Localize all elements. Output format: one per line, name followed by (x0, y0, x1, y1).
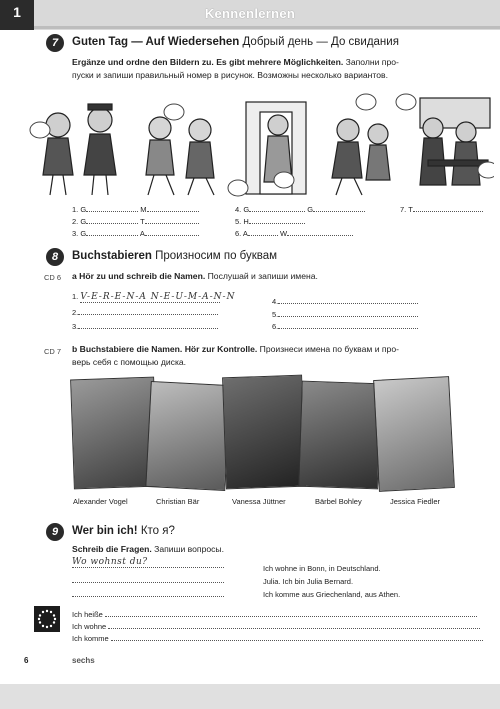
self-line-2: Ich wohne (72, 620, 480, 631)
photo-alexander-vogel (70, 377, 158, 490)
photo-vanessa-juettner (222, 375, 306, 490)
exercise-7-title-de: Guten Tag — Auf Wiedersehen (72, 36, 240, 48)
page-number: 6 (24, 656, 29, 665)
question-blank-3[interactable] (72, 588, 224, 597)
blank[interactable] (413, 203, 483, 212)
exercise-8-title-de: Buchstabieren (72, 250, 152, 262)
ex8a-item-2: 2. (72, 306, 218, 317)
blank[interactable] (111, 632, 483, 641)
example-spelling: V-E-R-E-N-A N-E-U-M-A-N-N (80, 292, 236, 302)
exercise-9-instructions: Schreib die Fragen. Запиши вопросы. (72, 544, 224, 554)
blank[interactable] (105, 608, 477, 617)
ex7-item-4: 4. G G (235, 203, 365, 214)
ex8a-item-6: 6. (272, 320, 418, 331)
name-caption-2: Christian Bär (156, 497, 200, 506)
ex7-item-3: 3. G A (72, 227, 199, 238)
blank[interactable] (313, 203, 365, 212)
lesson-title: Kennenlernen (204, 6, 296, 21)
photo-christian-baer (145, 381, 230, 491)
self-line-3: Ich komme (72, 632, 483, 643)
blank[interactable] (278, 308, 418, 317)
blank[interactable] (248, 227, 278, 236)
exercise-8b-instructions: b Buchstabiere die Namen. Hör zur Kontrolle. Произнеси имена по буквам и про- верь себя с помощью диска. (72, 344, 399, 367)
answer-2: Julia. Ich bin Julia Bernard. (263, 577, 354, 586)
eu-stars-icon (34, 606, 60, 632)
ex7-item-7: 7. T (400, 203, 483, 214)
blank[interactable] (86, 203, 138, 212)
answer-1: Ich wohne in Bonn, in Deutschland. (263, 564, 381, 573)
answer-3: Ich komme aus Griechenland, aus Athen. (263, 590, 401, 599)
footer-band (0, 684, 500, 709)
blank[interactable] (86, 227, 138, 236)
name-caption-5: Jessica Fiedler (390, 497, 441, 506)
blank[interactable] (147, 203, 199, 212)
exercise-9-title-de: Wer bin ich! (72, 525, 138, 537)
exercise-7-instr-de: Ergänze und ordne den Bildern zu. Es gibt mehrere Möglichkeiten. (72, 57, 344, 67)
exercise-7-badge: 7 (46, 34, 64, 52)
blank[interactable] (145, 215, 199, 224)
self-line-1: Ich heiße (72, 608, 477, 619)
exercise-8-title-ru: Произносим по буквам (155, 250, 278, 262)
blank[interactable] (278, 320, 418, 329)
exercise-9-title (72, 525, 175, 537)
ex8a-item-5: 5. (272, 308, 418, 319)
blank[interactable] (108, 620, 480, 629)
blank[interactable] (249, 203, 305, 212)
ex8a-item-1: 1. V-E-R-E-N-A N-E-U-M-A-N-N (72, 292, 236, 302)
blank[interactable] (287, 227, 353, 236)
ex7-item-6: 6. A W (235, 227, 353, 238)
cd6-label: CD 6 (44, 273, 62, 282)
ex8a-item-4: 4. (272, 295, 418, 306)
ex7-item-1: 1. G M (72, 203, 199, 214)
exercise-8-badge: 8 (46, 248, 64, 266)
name-caption-3: Vanessa Jüttner (232, 497, 286, 506)
exercise-7-title (72, 36, 399, 48)
cd7-label: CD 7 (44, 347, 62, 356)
page-word: sechs (72, 656, 95, 665)
blank[interactable] (86, 215, 138, 224)
exercise-7-title-ru: Добрый день — До свидания (242, 36, 399, 48)
name-caption-4: Bärbel Bohley (315, 497, 362, 506)
exercise-9-badge: 9 (46, 523, 64, 541)
photo-jessica-fiedler (373, 376, 455, 492)
blank[interactable] (78, 320, 218, 329)
blank[interactable] (78, 306, 218, 315)
exercise-9-title-ru: Кто я? (140, 525, 175, 537)
exercise-8-title (72, 250, 277, 262)
greeting-cartoons (28, 90, 494, 200)
exercise-7-instr-ru1: Заполни про- (345, 57, 399, 67)
photo-baerbel-bohley (298, 381, 382, 490)
question-example: Wo wohnst du? (72, 557, 224, 568)
ex7-item-5: 5. H (235, 215, 305, 226)
name-caption-1: Alexander Vogel (73, 497, 128, 506)
blank[interactable] (145, 227, 199, 236)
ex7-item-2: 2. G T (72, 215, 199, 226)
header-separator (0, 26, 500, 29)
blank[interactable] (249, 215, 305, 224)
ex8a-item-3: 3. (72, 320, 218, 331)
exercise-8a-instructions: a Hör zu und schreib die Namen. Послушай и запиши имена. (72, 271, 318, 281)
exercise-7-instr-ru2: пуски и запиши правильный номер в рисунок. Возможны несколько вариантов. (72, 70, 389, 80)
exercise-7-instructions (72, 56, 492, 82)
lesson-number: 1 (0, 0, 34, 30)
question-blank-2[interactable] (72, 574, 224, 583)
blank[interactable] (278, 295, 418, 304)
